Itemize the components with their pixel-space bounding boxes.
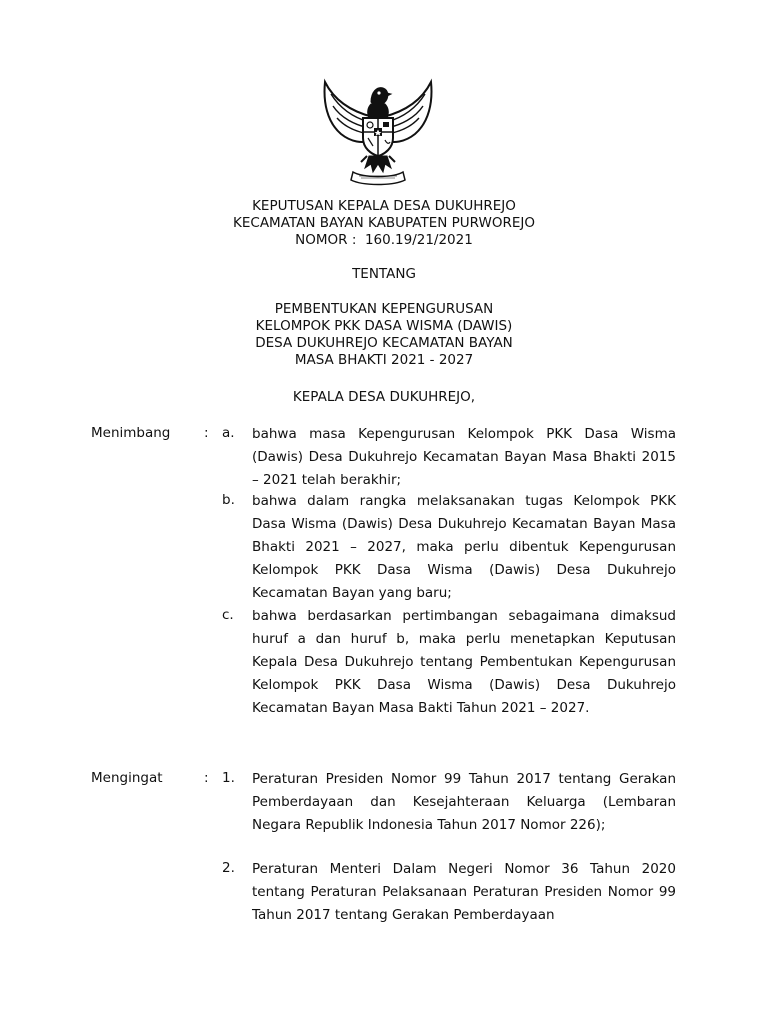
decree-title-block [0, 198, 768, 249]
item-text: bahwa dalam rangka melaksanakan tugas Kelompok PKK Dasa Wisma (Dawis) Desa Dukuhrejo Kecamatan Bayan Masa Bhakti 2021 – 2027, maka perlu dibentuk Kepengurusan Kelompok PKK Dasa Wisma (Dawis) Desa Dukuhrejo Kecamatan Bayan yang baru; [252, 493, 676, 601]
item-text: bahwa berdasarkan pertimbangan sebagaimana dimaksud huruf a dan huruf b, maka perlu menetapkan Keputusan Kepala Desa Dukuhrejo tentang Pembentukan Kepengurusan Kelompok PKK Dasa Wisma (Dawis) Desa Dukuhrejo Kecamatan Bayan Masa Bakti Tahun 2021 – 2027. [252, 608, 676, 716]
decree-subject-block [0, 301, 768, 369]
official-title: KEPALA DESA DUKUHREJO, [292, 389, 476, 405]
item-marker: 1. [222, 770, 235, 786]
decree-title-line-2: KECAMATAN BAYAN KABUPATEN PURWOREJO [233, 215, 535, 231]
item-marker: b. [222, 492, 235, 508]
mengingat-colon: : [204, 770, 209, 786]
item-marker: c. [222, 607, 234, 623]
decree-subject-line-4: MASA BHAKTI 2021 - 2027 [294, 352, 474, 368]
menimbang-colon: : [204, 425, 209, 441]
item-marker: 2. [222, 860, 235, 876]
garuda-emblem-icon [313, 72, 443, 190]
official-heading [0, 389, 768, 406]
menimbang-label: Menimbang [91, 425, 171, 441]
item-text: Peraturan Presiden Nomor 99 Tahun 2017 tentang Gerakan Pemberdayaan dan Kesejahteraan Keluarga (Lembaran Negara Republik Indonesia Tahun 2017 Nomor 226); [252, 771, 676, 833]
tentang-heading [0, 266, 768, 283]
item-text: Peraturan Menteri Dalam Negeri Nomor 36 Tahun 2020 tentang Peraturan Pelaksanaan Peraturan Presiden Nomor 99 Tahun 2017 tentang Gerakan Pemberdayaan [252, 861, 676, 923]
decree-subject-line-3: DESA DUKUHREJO KECAMATAN BAYAN [255, 335, 513, 351]
tentang-label: TENTANG [352, 266, 416, 282]
decree-title-line-1: KEPUTUSAN KEPALA DESA DUKUHREJO [252, 198, 516, 214]
item-marker: a. [222, 425, 235, 441]
decree-subject-line-2: KELOMPOK PKK DASA WISMA (DAWIS) [255, 318, 513, 334]
item-text: bahwa masa Kepengurusan Kelompok PKK Dasa Wisma (Dawis) Desa Dukuhrejo Kecamatan Bayan Masa Bhakti 2015 – 2021 telah berakhir; [252, 426, 676, 488]
mengingat-label: Mengingat [91, 770, 163, 786]
decree-subject-line-1: PEMBENTUKAN KEPENGURUSAN [274, 301, 494, 317]
decree-number: NOMOR : 160.19/21/2021 [295, 232, 473, 248]
